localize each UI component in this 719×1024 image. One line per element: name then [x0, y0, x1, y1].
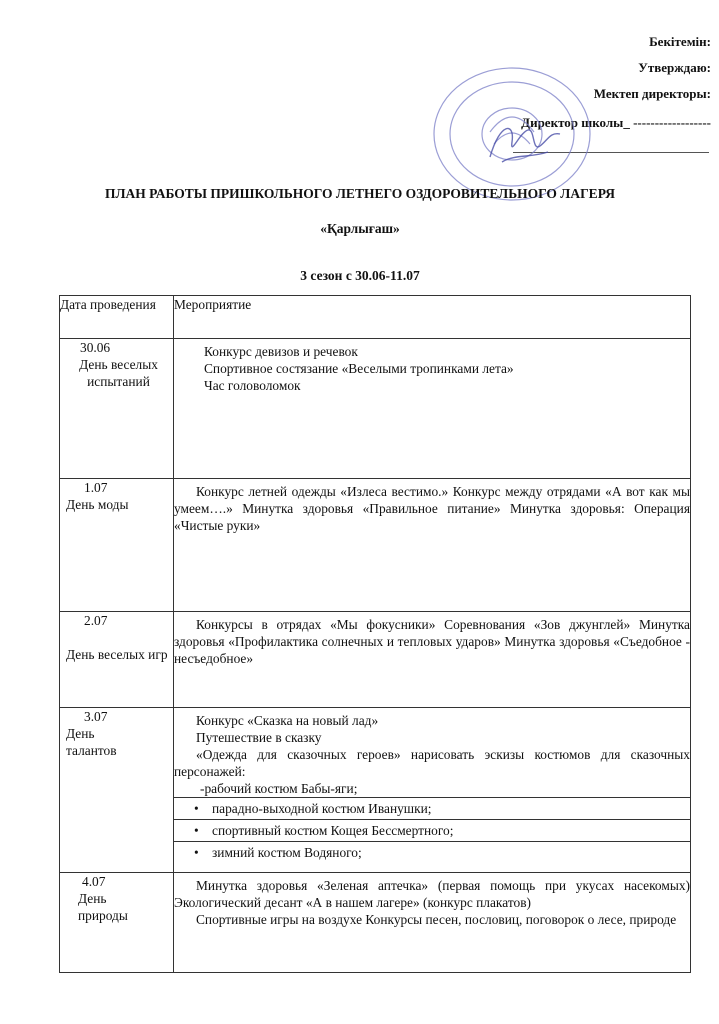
row-date: 3.07 [84, 709, 108, 724]
table-row [60, 339, 691, 479]
list-item: • парадно-выходной костюм Иванушки; [174, 797, 690, 819]
activity-line: Путешествие в сказку [196, 730, 322, 745]
plan-table [59, 295, 691, 973]
approval-line-1: Бекітемін: [649, 34, 711, 49]
activity-line: Конкурс девизов и речевок [204, 344, 358, 359]
costume-list [174, 797, 690, 863]
row-day: День веселых испытаний [79, 357, 158, 389]
approval-line-2: Утверждаю: [638, 60, 711, 75]
row-date: 30.06 [80, 340, 111, 355]
row-date: 4.07 [82, 874, 106, 889]
table-row [60, 479, 691, 612]
activity-text: «Одежда для сказочных героев» нарисовать эскизы костюмов для сказочных персонажей: [174, 747, 690, 779]
approval-line-4: Директор школы_ ------------------ [521, 115, 711, 130]
camp-name: «Қарлығаш» [320, 221, 400, 236]
table-row [60, 612, 691, 708]
activity-text: Конкурсы в отрядах «Мы фокусники» Соревнования «Зов джунглей» Минутка здоровья «Профилактика солнечных и тепловых ударов» Минутка здоровья «Съедобное - несъедобное» [174, 617, 690, 666]
activity-text: Минутка здоровья «Зеленая аптечка» (первая помощь при укусах насекомых) Экологический десант «А в нашем лагере» (конкурс плакатов) [174, 878, 690, 910]
row-date: 2.07 [84, 613, 108, 628]
approval-line-3: Мектеп директоры: [593, 86, 711, 101]
row-date: 1.07 [84, 480, 108, 495]
activity-text: Спортивные игры на воздухе Конкурсы песен, пословиц, поговорок о лесе, природе [196, 912, 677, 927]
season-dates: 3 сезон с 30.06-11.07 [300, 268, 420, 283]
list-item: • спортивный костюм Кощея Бессмертного; [174, 819, 690, 841]
activity-line: Конкурс «Сказка на новый лад» [196, 713, 379, 728]
activity-line: Спортивное состязание «Веселыми тропинками лета» [204, 361, 514, 376]
row-day: День моды [66, 497, 129, 512]
table-row [60, 708, 691, 873]
plan-title: ПЛАН РАБОТЫ ПРИШКОЛЬНОГО ЛЕТНЕГО ОЗДОРОВИТЕЛЬНОГО ЛАГЕРЯ [104, 186, 616, 201]
table-header-row [60, 296, 691, 339]
header-activity: Мероприятие [174, 296, 691, 339]
row-day: День веселых игр [66, 647, 168, 662]
activity-line: Час головоломок [204, 378, 301, 393]
row-day: День природы [78, 891, 128, 923]
table-row [60, 873, 691, 973]
header-date: Дата проведения [60, 296, 174, 339]
row-day: День талантов [66, 726, 117, 758]
activity-subline: -рабочий костюм Бабы-яги; [200, 781, 358, 796]
list-item: • зимний костюм Водяного; [174, 841, 690, 863]
activity-text: Конкурс летней одежды «Излеса вестимо.» Конкурс между отрядами «А вот как мы умеем….» Минутка здоровья «Правильное питание» Минутка здоровья: Операция «Чистые руки» [174, 484, 690, 533]
